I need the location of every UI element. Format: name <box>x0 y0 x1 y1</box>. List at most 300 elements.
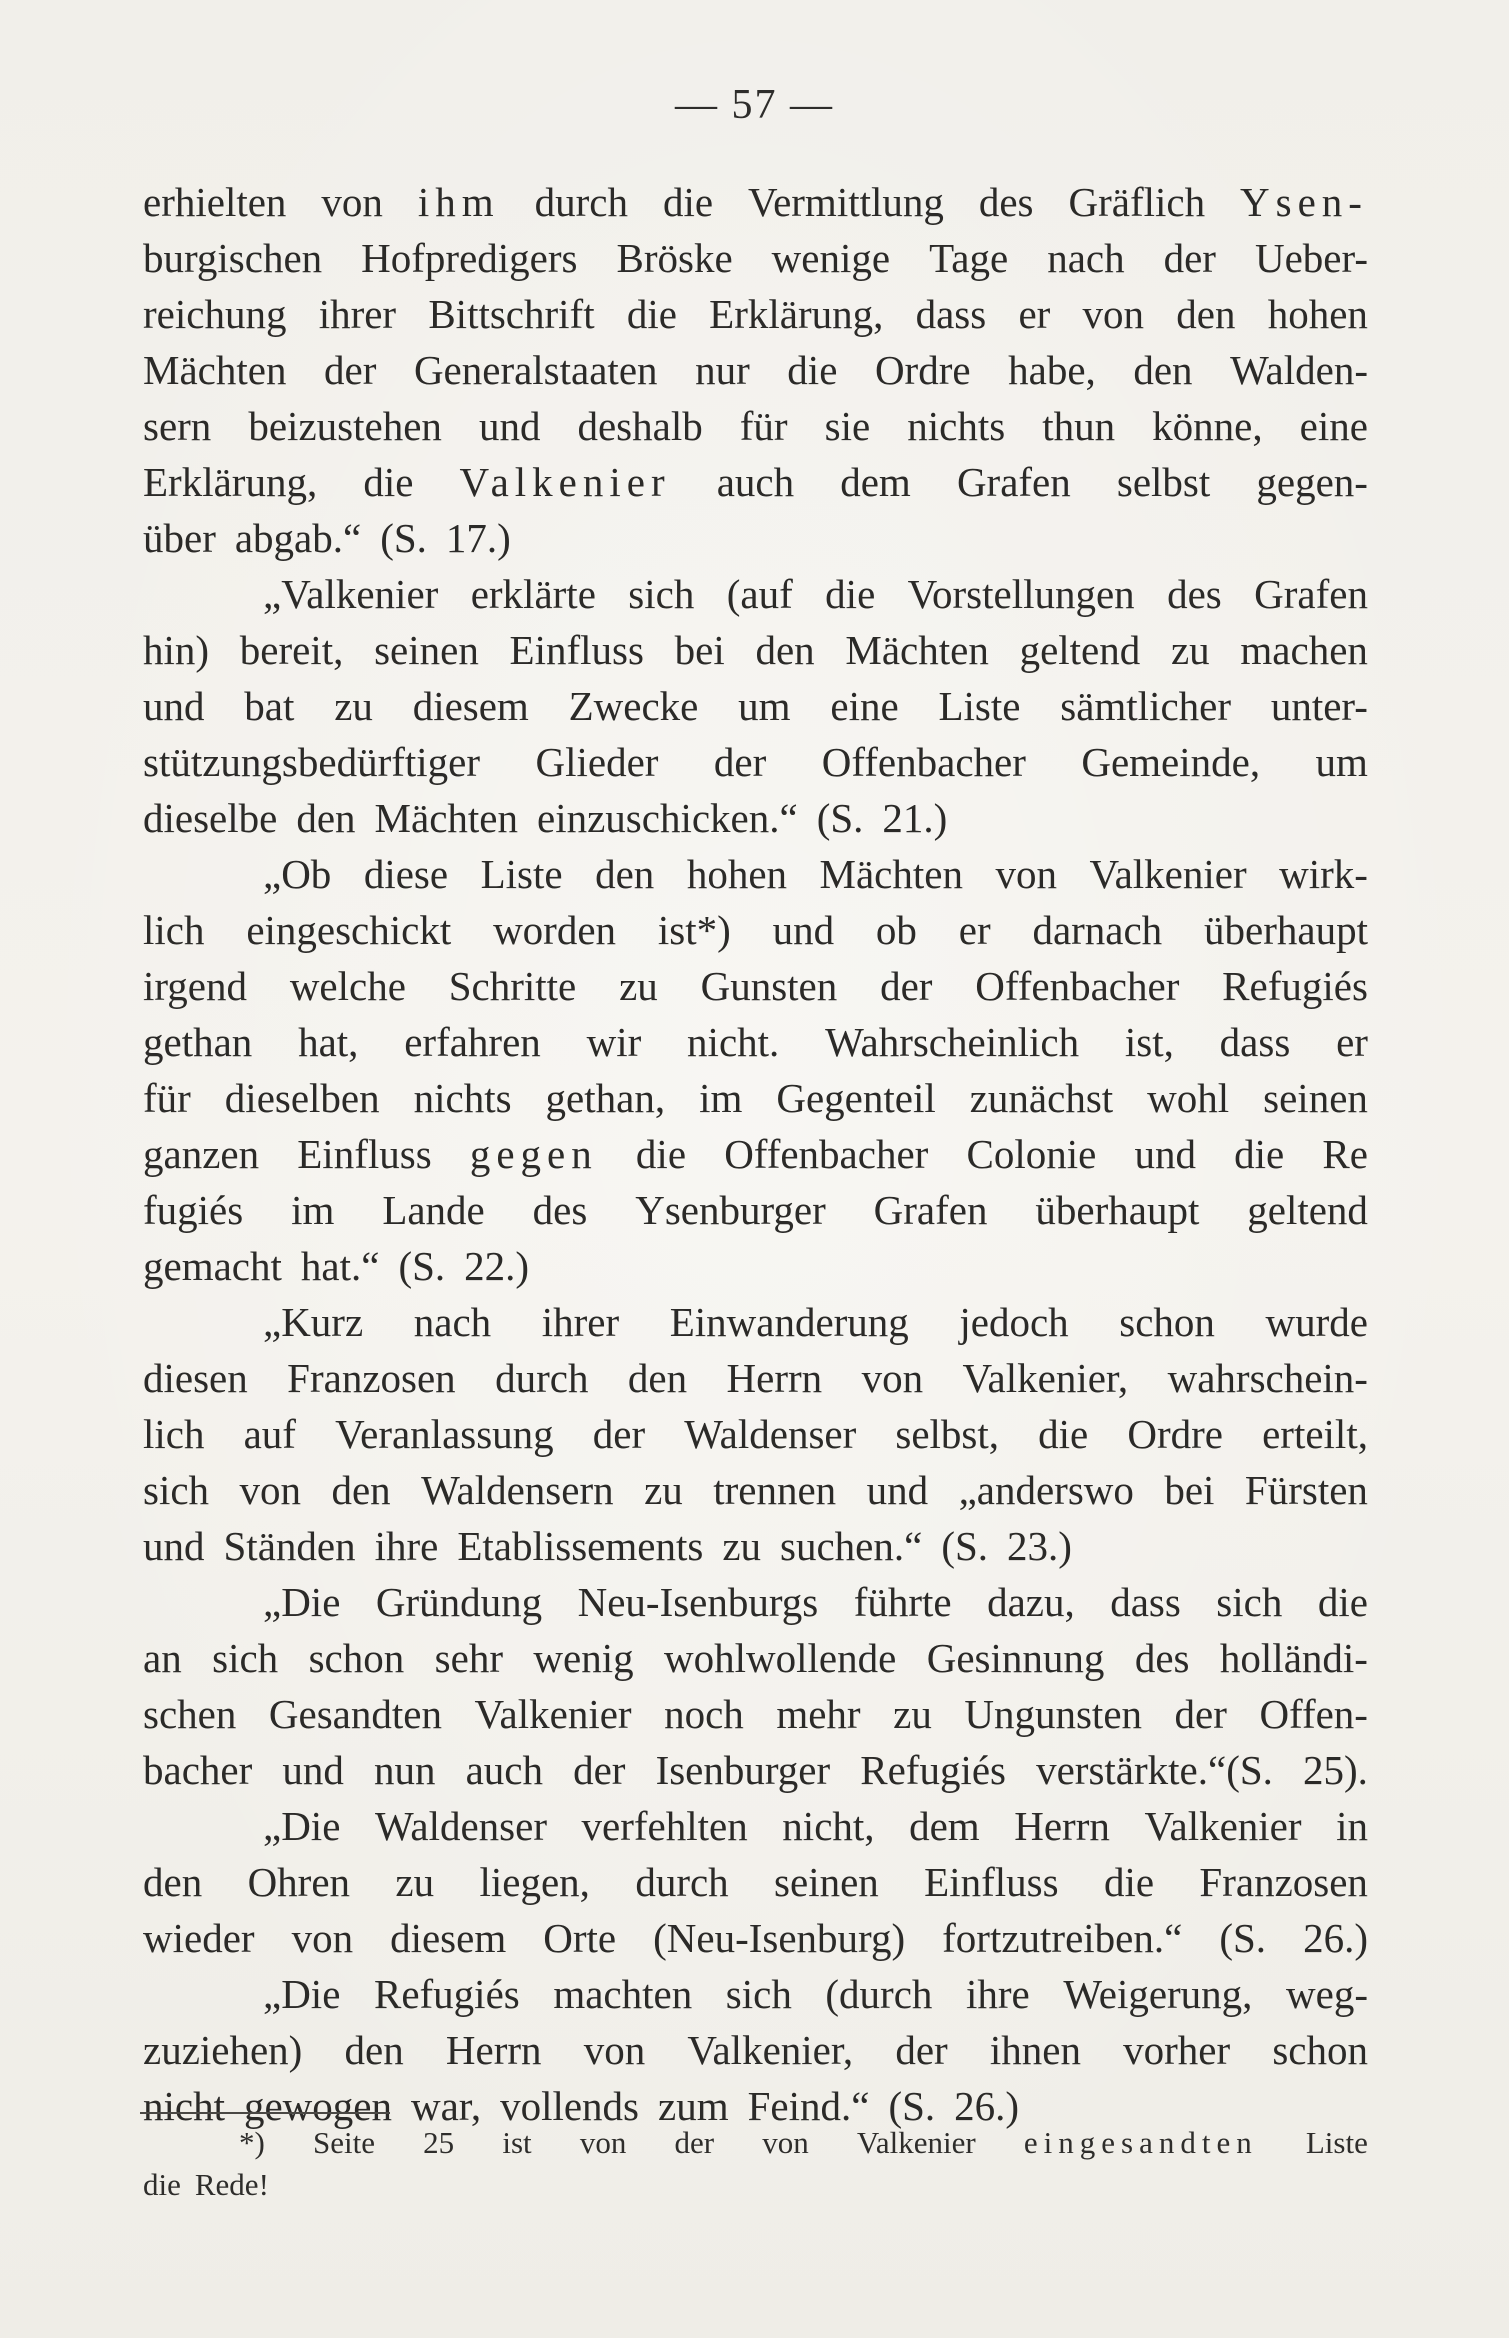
word: Refugiés <box>860 1747 1006 1793</box>
word: schen <box>143 1691 237 1737</box>
word: bei <box>1164 1467 1215 1513</box>
word: Herrn <box>726 1355 823 1401</box>
word: der <box>573 1747 626 1793</box>
word: Schritte <box>448 963 577 1009</box>
word: eingeschickt <box>246 907 452 953</box>
word: Grafen <box>873 1187 988 1233</box>
word: Offen- <box>1259 1691 1368 1737</box>
word: Ohren <box>247 1859 351 1905</box>
word: der <box>713 739 767 785</box>
word: ihrer <box>541 1299 620 1345</box>
word: dieselben <box>224 1075 380 1121</box>
word: Lande <box>382 1187 485 1233</box>
word: holländi- <box>1219 1635 1368 1681</box>
word: ihre <box>966 1971 1030 2017</box>
word: eine <box>1299 403 1368 449</box>
word: Einfluss <box>509 627 644 673</box>
word: führte <box>853 1579 952 1625</box>
word: thun <box>1042 403 1116 449</box>
word: der <box>324 347 377 393</box>
word: geltend <box>1247 1187 1368 1233</box>
word: Franzosen <box>287 1355 456 1401</box>
word: verfehlten <box>581 1803 748 1849</box>
word: bereit, <box>239 627 344 673</box>
word: Vorstellungen <box>907 571 1135 617</box>
word: ist, <box>1124 1019 1174 1065</box>
word: gewogen <box>243 2083 392 2129</box>
word: der <box>880 963 933 1009</box>
word: von <box>583 2027 646 2073</box>
word: der <box>592 1411 646 1457</box>
word: fortzutreiben.“ <box>942 1915 1183 1961</box>
word: Valkenier, <box>687 2027 854 2073</box>
word: sich <box>212 1635 279 1681</box>
word: darnach <box>1032 907 1163 953</box>
word: (durch <box>825 1971 933 2017</box>
word: Franzosen <box>1199 1859 1368 1905</box>
word: könne, <box>1152 403 1263 449</box>
word: nach <box>413 1299 492 1345</box>
word: die <box>626 291 677 337</box>
word: Ysenburger <box>635 1187 826 1233</box>
word: weg- <box>1286 1971 1368 2017</box>
text-line <box>143 342 1368 398</box>
text-line <box>143 510 1368 566</box>
word: Waldensern <box>421 1467 614 1513</box>
word: ist*) <box>657 907 731 953</box>
word: den <box>755 627 815 673</box>
word: die <box>1103 1859 1155 1905</box>
text-line <box>143 1406 1368 1462</box>
word: überhaupt <box>1035 1187 1200 1233</box>
word: von <box>291 1915 354 1961</box>
word: zum <box>658 2083 729 2129</box>
word: Zwecke <box>568 683 699 729</box>
text-line <box>143 230 1368 286</box>
word: burgischen <box>143 235 323 281</box>
word: Erklärung, <box>709 291 884 337</box>
footnote-word: der <box>674 2125 715 2160</box>
word: des <box>1134 1635 1190 1681</box>
text-line <box>143 1182 1368 1238</box>
word: zu <box>722 1523 762 1569</box>
word: ihnen <box>989 2027 1081 2073</box>
word: deshalb <box>577 403 703 449</box>
word: einzuschicken.“ <box>537 795 798 841</box>
footnote-rule <box>140 2112 390 2114</box>
word: Mächten <box>143 347 287 393</box>
word: erfahren <box>404 1019 541 1065</box>
word: den <box>344 2027 404 2073</box>
word: lich <box>143 907 205 953</box>
word: sich <box>725 1971 792 2017</box>
word: zunächst <box>969 1075 1114 1121</box>
word: Refugiés <box>373 1971 520 2017</box>
word: (Neu-Isenburg) <box>653 1915 906 1961</box>
word: sie <box>824 403 871 449</box>
word: und <box>866 1467 929 1513</box>
word: nicht, <box>782 1803 875 1849</box>
word: geltend <box>1019 627 1141 673</box>
word: 22.) <box>464 1243 530 1289</box>
word: wenige <box>771 235 891 281</box>
text-line <box>143 1518 1368 1574</box>
word: welche <box>289 963 406 1009</box>
word: wieder <box>143 1915 255 1961</box>
footnote <box>143 2122 1368 2206</box>
word: nicht <box>143 2083 225 2129</box>
word: „Die <box>263 1803 341 1849</box>
word: dass <box>1110 1579 1181 1625</box>
word: für <box>143 1075 191 1121</box>
word: Herrn <box>445 2027 542 2073</box>
word: eine <box>830 683 899 729</box>
word: nach <box>1047 235 1125 281</box>
word: die <box>635 1131 687 1177</box>
word: auch <box>465 1747 543 1793</box>
text-line <box>143 174 1368 230</box>
word: liegen, <box>479 1859 590 1905</box>
text-line <box>143 902 1368 958</box>
word: und <box>143 1523 205 1569</box>
word: Gesinnung <box>926 1635 1105 1681</box>
word: hat, <box>298 1019 359 1065</box>
word: dieselbe <box>143 795 278 841</box>
text-line <box>143 1574 1368 1630</box>
word: wohl <box>1147 1075 1230 1121</box>
word: von <box>861 1355 924 1401</box>
word: durch <box>495 1355 589 1401</box>
word: selbst <box>1116 459 1211 505</box>
word: der <box>1163 235 1216 281</box>
word: die <box>787 347 838 393</box>
word: Mächten <box>819 851 963 897</box>
word: „Valkenier <box>263 571 439 617</box>
word: Veranlassung <box>335 1411 554 1457</box>
word: worden <box>493 907 617 953</box>
word: (S. <box>888 2083 936 2129</box>
word: Refugiés <box>1222 963 1368 1009</box>
word: über <box>143 515 216 561</box>
word: nun <box>373 1747 436 1793</box>
word: sich <box>628 571 695 617</box>
word: schon <box>308 1635 405 1681</box>
word: und <box>1134 1131 1196 1177</box>
word: für <box>739 403 788 449</box>
word: des <box>1167 571 1222 617</box>
word: wurde <box>1265 1299 1368 1345</box>
word: zuziehen) <box>143 2027 303 2073</box>
word: in <box>1336 1803 1368 1849</box>
word: den <box>296 795 356 841</box>
text-line <box>143 1238 1368 1294</box>
body-text <box>143 174 1368 2134</box>
word: den <box>331 1467 391 1513</box>
text-line <box>143 454 1368 510</box>
word: hat.“ <box>300 1243 380 1289</box>
word: wirk- <box>1279 851 1368 897</box>
word: „Die <box>263 1579 341 1625</box>
word: im <box>291 1187 335 1233</box>
word: Valkenier, <box>962 1355 1129 1401</box>
word: Ordre <box>1127 1411 1223 1457</box>
word: den <box>627 1355 688 1401</box>
word: Valkenier <box>459 459 671 505</box>
text-line <box>143 1630 1368 1686</box>
text-line <box>143 1126 1368 1182</box>
word: 23.) <box>1007 1523 1072 1569</box>
word: beizustehen <box>248 403 442 449</box>
text-line <box>143 2022 1368 2078</box>
word: gegen <box>469 1131 598 1177</box>
word: durch <box>635 1859 729 1905</box>
text-line <box>143 1070 1368 1126</box>
word: die <box>1234 1131 1285 1177</box>
word: hin) <box>143 627 210 673</box>
text-line <box>143 1294 1368 1350</box>
word: Waldenser <box>684 1411 857 1457</box>
word: Valkenier <box>474 1691 632 1737</box>
text-line <box>143 790 1368 846</box>
word: auf <box>243 1411 296 1457</box>
word: er <box>1018 291 1051 337</box>
word: die <box>662 179 714 225</box>
word: 17.) <box>445 515 511 561</box>
word: sern <box>143 403 212 449</box>
word: 25). <box>1303 1747 1368 1793</box>
text-line <box>143 734 1368 790</box>
word: Einfluss <box>924 1859 1059 1905</box>
word: nichts <box>907 403 1006 449</box>
word: diesen <box>143 1355 248 1401</box>
word: und <box>143 683 205 729</box>
word: „anderswo <box>958 1467 1134 1513</box>
word: Grafen <box>1254 571 1368 617</box>
word: wohlwollende <box>664 1635 897 1681</box>
footnote-word: *) <box>239 2125 265 2160</box>
word: 26.) <box>954 2083 1020 2129</box>
word: gethan <box>143 1019 253 1065</box>
text-line <box>143 1686 1368 1742</box>
word: unter- <box>1270 683 1368 729</box>
word: Wahrscheinlich <box>825 1019 1080 1065</box>
word: bacher <box>143 1747 253 1793</box>
word: sämtlicher <box>1060 683 1232 729</box>
word: 26.) <box>1303 1915 1368 1961</box>
word: um <box>1315 739 1368 785</box>
word: Fürsten <box>1244 1467 1368 1513</box>
word: dass <box>1219 1019 1291 1065</box>
word: den <box>143 1859 203 1905</box>
word: dass <box>915 291 987 337</box>
word: und <box>478 403 541 449</box>
text-line <box>143 1798 1368 1854</box>
word: Liste <box>480 851 563 897</box>
word: Ueber- <box>1254 235 1368 281</box>
word: (S. <box>816 795 864 841</box>
word: selbst, <box>895 1411 1000 1457</box>
word: zu <box>893 1691 932 1737</box>
word: jedoch <box>959 1299 1069 1345</box>
word: ihrer <box>318 291 397 337</box>
word: dem <box>909 1803 980 1849</box>
word: gethan, <box>545 1075 666 1121</box>
word: trennen <box>713 1467 837 1513</box>
word: Grafen <box>956 459 1071 505</box>
word: nur <box>695 347 750 393</box>
word: erteilt, <box>1262 1411 1368 1457</box>
word: Ordre <box>874 347 971 393</box>
word: Gegenteil <box>776 1075 936 1121</box>
word: Colonie <box>966 1131 1097 1177</box>
word: von <box>239 1467 301 1513</box>
word: Mächten <box>374 795 518 841</box>
word: nicht. <box>687 1019 780 1065</box>
word: Gemeinde, <box>1081 739 1261 785</box>
word: „Die <box>263 1971 341 2017</box>
word: Generalstaaten <box>413 347 658 393</box>
word: reichung <box>143 291 287 337</box>
word: die <box>825 571 876 617</box>
word: (auf <box>726 571 793 617</box>
text-line <box>143 1014 1368 1070</box>
word: Re <box>1322 1131 1368 1177</box>
word: 21.) <box>882 795 948 841</box>
word: Einwanderung <box>669 1299 909 1345</box>
word: und <box>282 1747 344 1793</box>
text-line <box>143 622 1368 678</box>
text-line <box>143 958 1368 1014</box>
word: Ständen <box>223 1523 356 1569</box>
word: Liste <box>938 683 1021 729</box>
word: durch <box>534 179 628 225</box>
word: zu <box>334 683 373 729</box>
word: bat <box>244 683 295 729</box>
word: an <box>143 1635 182 1681</box>
word: vorher <box>1123 2027 1231 2073</box>
word: er <box>958 907 991 953</box>
word: zu <box>1170 627 1210 673</box>
word: abgab.“ <box>234 515 362 561</box>
word: Erklärung, <box>143 459 318 505</box>
word: Gräflich <box>1068 179 1206 225</box>
word: Valkenier <box>1089 851 1247 897</box>
word: schon <box>1272 2027 1368 2073</box>
word: des <box>978 179 1034 225</box>
word: hohen <box>1267 291 1368 337</box>
word: ihm <box>417 179 500 225</box>
word: gegen- <box>1256 459 1368 505</box>
word: Feind.“ <box>747 2083 870 2129</box>
footnote-word: ist <box>502 2125 532 2160</box>
word: vollends <box>500 2083 640 2129</box>
word: Hofpredigers <box>361 235 578 281</box>
word: im <box>699 1075 743 1121</box>
word: habe, <box>1008 347 1096 393</box>
word: des <box>532 1187 588 1233</box>
word: (S. <box>941 1523 989 1569</box>
word: Tage <box>929 235 1009 281</box>
word: ganzen <box>143 1131 260 1177</box>
word: Etablissements <box>457 1523 704 1569</box>
word: er <box>1336 1019 1368 1065</box>
word: (S. <box>1219 1915 1267 1961</box>
word: sich <box>1216 1579 1283 1625</box>
word: seinen <box>1263 1075 1368 1121</box>
word: von <box>1082 291 1145 337</box>
footnote-word: Seite <box>313 2125 375 2160</box>
word: die <box>363 459 414 505</box>
word: Mächten <box>845 627 989 673</box>
word: Offenbacher <box>724 1131 929 1177</box>
text-line <box>143 1350 1368 1406</box>
word: fugiés <box>143 1187 244 1233</box>
text-line <box>143 1854 1368 1910</box>
word: dem <box>840 459 911 505</box>
text-line <box>143 1910 1368 1966</box>
word: Offenbacher <box>975 963 1180 1009</box>
footnote-line <box>143 2122 1368 2164</box>
word: Einfluss <box>297 1131 432 1177</box>
word: ihre <box>374 1523 439 1569</box>
word: „Ob <box>263 851 332 897</box>
word: Orte <box>543 1915 617 1961</box>
footnote-word: Valkenier <box>856 2125 976 2160</box>
footnote-word: von <box>762 2125 809 2160</box>
word: seinen <box>774 1859 879 1905</box>
word: lich <box>143 1411 205 1457</box>
word: machten <box>553 1971 693 2017</box>
word: ob <box>875 907 917 953</box>
word: Ysen- <box>1240 179 1368 225</box>
text-line <box>143 1462 1368 1518</box>
word: gemacht <box>143 1243 282 1289</box>
word: von <box>995 851 1057 897</box>
word: Glieder <box>535 739 659 785</box>
word: „Kurz <box>263 1299 364 1345</box>
word: noch <box>664 1691 744 1737</box>
word: der <box>895 2027 948 2073</box>
word: den <box>1176 291 1236 337</box>
word: diesem <box>412 683 529 729</box>
word: Gründung <box>375 1579 543 1625</box>
text-line <box>143 1966 1368 2022</box>
text-line <box>143 1742 1368 1798</box>
word: suchen.“ <box>780 1523 923 1569</box>
text-line <box>143 678 1368 734</box>
footnote-word: die <box>143 2167 181 2202</box>
word: mehr <box>776 1691 861 1737</box>
word: irgend <box>143 963 248 1009</box>
word: die <box>1317 1579 1368 1625</box>
word: dazu, <box>987 1579 1075 1625</box>
word: um <box>738 683 791 729</box>
text-line <box>143 846 1368 902</box>
word: seinen <box>374 627 479 673</box>
footnote-word: 25 <box>423 2125 455 2160</box>
word: Offenbacher <box>821 739 1026 785</box>
word: verstärkte.“(S. <box>1036 1747 1273 1793</box>
word: sich <box>143 1467 210 1513</box>
word: Gunsten <box>700 963 838 1009</box>
word: die <box>1038 1411 1089 1457</box>
word: sehr <box>434 1635 503 1681</box>
footnote-line <box>143 2164 1368 2206</box>
word: bei <box>674 627 725 673</box>
text-line <box>143 286 1368 342</box>
word: den <box>1133 347 1193 393</box>
footnote-word: Liste <box>1305 2125 1368 2160</box>
